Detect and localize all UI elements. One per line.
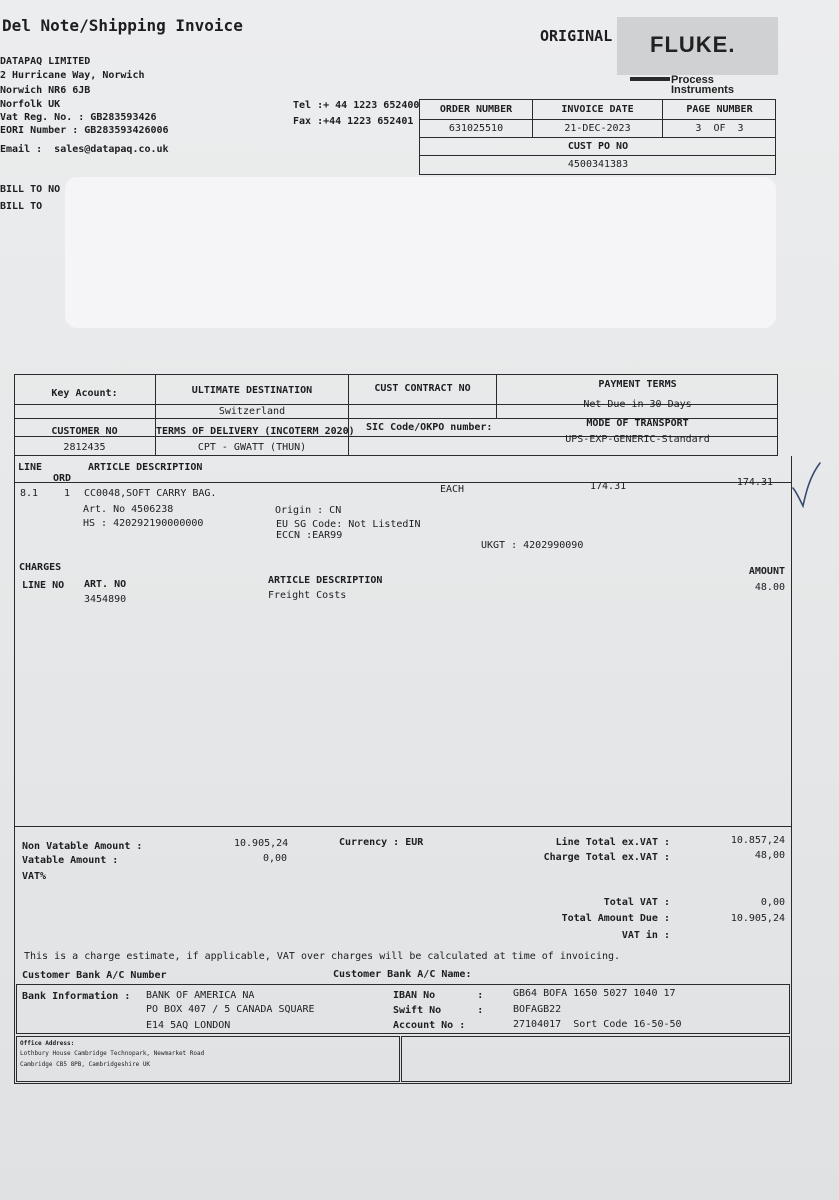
company-tel: Tel :+ 44 1223 652400 — [293, 100, 420, 111]
key-account-label: Key Acount: — [51, 388, 118, 399]
redacted-address — [65, 177, 776, 328]
non-vatable-amount: 10.905,24 — [234, 838, 289, 849]
ultimate-destination: Switzerland — [218, 406, 286, 417]
item-hs-code: HS : 420292190000000 — [83, 518, 204, 529]
mode-transport-label: MODE OF TRANSPORT — [586, 418, 689, 429]
account-number: 27104017 Sort Code 16-50-50 — [513, 1019, 682, 1030]
item-description: CC0048,SOFT CARRY BAG. — [84, 488, 217, 499]
customer-no-label: CUSTOMER NO — [51, 426, 118, 437]
process-instruments-logo: Process Instruments — [671, 74, 734, 96]
non-vatable-label: Non Vatable Amount : — [22, 841, 143, 852]
line-total: 10.857,24 — [730, 835, 785, 846]
order-qty: 1 — [64, 488, 71, 499]
body-right-border — [791, 456, 792, 1084]
page-number: 3 OF 3 — [695, 123, 744, 134]
swift: BOFAGB22 — [513, 1004, 562, 1015]
company-address-3: Norfolk UK — [0, 99, 61, 110]
vat-in-label: VAT in : — [621, 930, 670, 941]
order-number: 631025510 — [448, 123, 504, 134]
item-origin: Origin : CN — [275, 505, 342, 516]
charge-estimate-note: This is a charge estimate, if applicable, VAT over charges will be calculated at time of invoicing. — [24, 951, 621, 962]
ord-col-header: ORD — [53, 473, 72, 484]
payment-terms: Net Due in 30 Days — [583, 399, 692, 410]
page-number-label: PAGE NUMBER — [686, 104, 753, 115]
body-left-border — [14, 456, 15, 1084]
empty-box — [401, 1036, 790, 1082]
body-bottom-border — [14, 1083, 791, 1084]
ultimate-destination-label: ULTIMATE DESTINATION — [191, 385, 313, 396]
cust-bank-ac-name-label: Customer Bank A/C Name: — [333, 969, 472, 980]
company-name: DATAPAQ LIMITED — [0, 56, 91, 67]
customer-no: 2812435 — [63, 442, 106, 453]
total-vat-label: Total VAT : — [603, 897, 670, 908]
cust-po-number: 4500341383 — [567, 159, 629, 170]
fluke-logo: FLUKE. — [650, 32, 736, 57]
item-eccn: ECCN :EAR99 — [276, 530, 343, 541]
total-vat: 0,00 — [760, 897, 785, 908]
swift-label: Swift No : — [393, 1005, 484, 1016]
iban-label: IBAN No : — [393, 990, 484, 1001]
vatable-label: Vatable Amount : — [22, 855, 119, 866]
article-col-header: ARTICLE DESCRIPTION — [88, 462, 203, 473]
order-number-label: ORDER NUMBER — [439, 104, 513, 115]
handwritten-tick-icon — [790, 460, 830, 510]
item-art-no: Art. No 4506238 — [83, 504, 174, 515]
charges-title: CHARGES — [19, 562, 62, 573]
bill-to-label: BILL TO — [0, 201, 43, 212]
invoice-date: 21-DEC-2023 — [564, 123, 631, 134]
bill-to-no-label: BILL TO NO — [0, 184, 61, 195]
invoice-date-label: INVOICE DATE — [561, 104, 634, 115]
document-title: Del Note/Shipping Invoice — [2, 16, 243, 35]
vat-reg-number: Vat Reg. No. : GB283593426 — [0, 112, 157, 123]
company-address-1: 2 Hurricane Way, Norwich — [0, 70, 145, 81]
office-address-line-1: Lothbury House Cambridge Technopark, Newmarket Road — [20, 1050, 205, 1057]
company-fax: Fax :+44 1223 652401 — [293, 116, 414, 127]
line-col-header: LINE — [18, 462, 43, 473]
item-ukgt: UKGT : 4202990090 — [481, 540, 584, 551]
iban: GB64 BOFA 1650 5027 1040 17 — [513, 988, 676, 999]
charge-total: 48,00 — [754, 850, 785, 861]
cust-po-label: CUST PO NO — [567, 141, 629, 152]
company-address-2: Norwich NR6 6JB — [0, 85, 91, 96]
item-eu-sg-code: EU SG Code: Not ListedIN — [276, 519, 421, 530]
cust-bank-ac-number-label: Customer Bank A/C Number — [22, 970, 167, 981]
total-due: 10.905,24 — [730, 913, 785, 924]
account-label: Account No : — [393, 1020, 466, 1031]
terms-delivery-label: TERMS OF DELIVERY (INCOTERM 2020) — [156, 426, 355, 437]
logo-bar — [630, 77, 670, 81]
charge-amount: 48.00 — [754, 582, 785, 593]
mode-transport: UPS-EXP-GENERIC-Standard — [565, 434, 710, 445]
company-email: Email : sales@datapaq.co.uk — [0, 144, 169, 155]
item-unit-price: 174.31 — [590, 481, 627, 492]
total-due-label: Total Amount Due : — [561, 913, 670, 924]
charge-art-no: 3454890 — [84, 594, 127, 605]
office-address-line-2: Cambridge CB5 8PB, Cambridgeshire UK — [20, 1061, 151, 1068]
sic-code-label: SIC Code/OKPO number: — [366, 422, 493, 433]
vat-pct-label: VAT% — [22, 871, 47, 882]
item-unit: EACH — [440, 484, 465, 495]
terms-delivery: CPT - GWATT (THUN) — [197, 442, 307, 453]
bank-address-1: PO BOX 407 / 5 CANADA SQUARE — [146, 1004, 315, 1015]
charges-art-no-label: ART. NO — [84, 579, 127, 590]
line-total-label: Line Total ex.VAT : — [555, 837, 670, 848]
charges-article-label: ARTICLE DESCRIPTION — [268, 575, 383, 586]
cust-contract-label: CUST CONTRACT NO — [374, 383, 471, 394]
office-address-label: Office Address: — [20, 1040, 75, 1047]
currency: Currency : EUR — [339, 837, 424, 848]
charge-description: Freight Costs — [268, 590, 347, 601]
payment-terms-label: PAYMENT TERMS — [598, 379, 677, 390]
bank-info-label: Bank Information : — [22, 991, 131, 1002]
bank-name: BANK OF AMERICA NA — [146, 990, 255, 1001]
original-stamp: ORIGINAL — [540, 27, 613, 45]
item-total: 174.31 — [736, 477, 773, 488]
eori-number: EORI Number : GB283593426006 — [0, 125, 169, 136]
charges-amount-label: AMOUNT — [748, 566, 785, 577]
vatable-amount: 0,00 — [263, 853, 288, 864]
charge-total-label: Charge Total ex.VAT : — [543, 852, 670, 863]
charges-line-no-label: LINE NO — [22, 580, 65, 591]
line-number: 8.1 — [20, 488, 39, 499]
bank-address-2: E14 5AQ LONDON — [146, 1020, 231, 1031]
